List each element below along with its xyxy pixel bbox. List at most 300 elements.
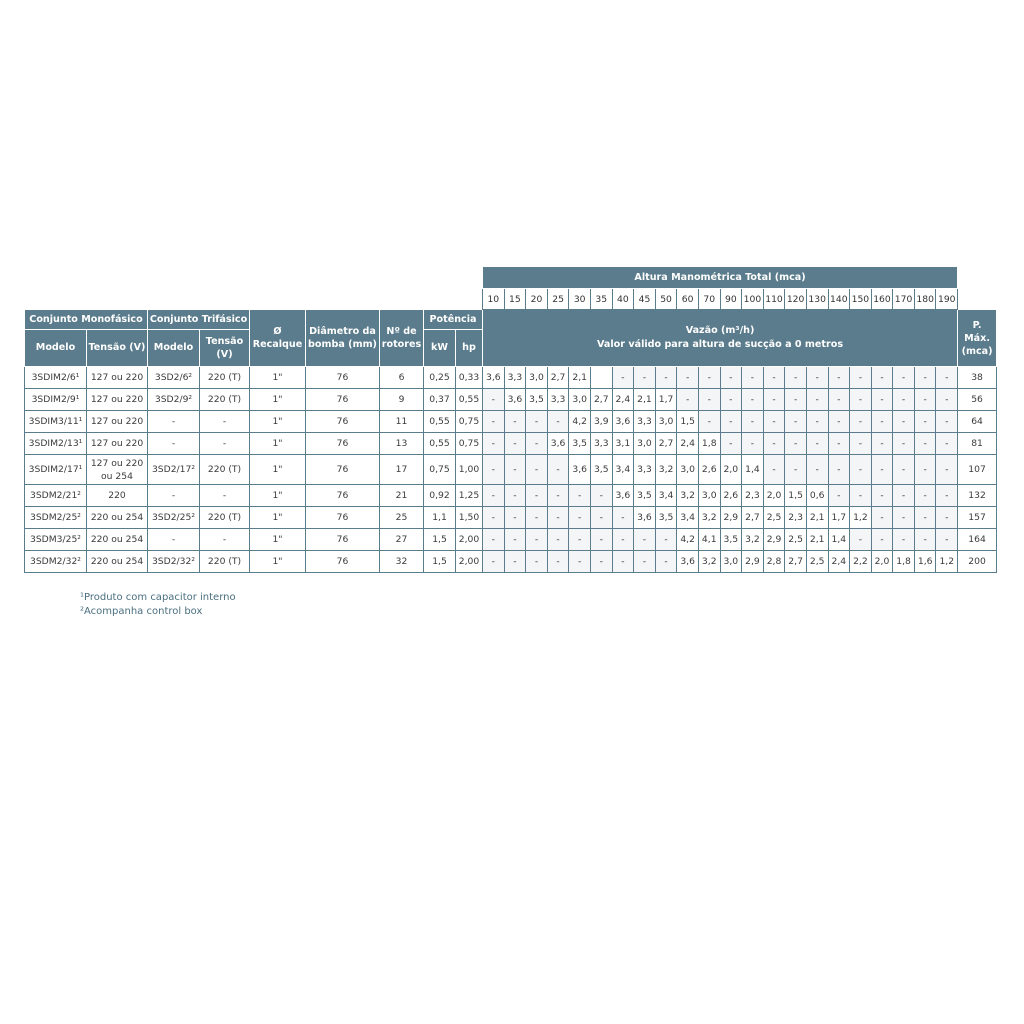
diametro-cell: 76 xyxy=(306,389,380,411)
flow-cell: 3,5 xyxy=(590,455,612,485)
flow-cell: - xyxy=(763,411,785,433)
flow-cell: - xyxy=(893,433,915,455)
height-cell: 50 xyxy=(655,289,677,310)
flow-cell: - xyxy=(612,507,634,529)
height-cell: 180 xyxy=(914,289,936,310)
flow-cell: 3,3 xyxy=(634,411,656,433)
flow-cell: 3,4 xyxy=(612,455,634,485)
flow-cell: - xyxy=(655,529,677,551)
diametro-cell: 76 xyxy=(306,529,380,551)
flow-cell: - xyxy=(914,433,936,455)
rotores-cell: 27 xyxy=(380,529,424,551)
flow-cell: 2,7 xyxy=(742,507,764,529)
flow-cell: - xyxy=(547,529,569,551)
flow-cell: - xyxy=(634,367,656,389)
flow-cell: 2,9 xyxy=(763,529,785,551)
flow-cell: - xyxy=(936,529,958,551)
table-row xyxy=(25,485,997,507)
flow-cell: 2,6 xyxy=(720,485,742,507)
flow-cell: 3,2 xyxy=(698,507,720,529)
diametro-header: Diâmetro da bomba (mm) xyxy=(306,310,380,367)
flow-cell: - xyxy=(526,507,548,529)
flow-cell: 1,5 xyxy=(785,485,807,507)
flow-cell: 1,2 xyxy=(850,507,872,529)
tri-model-cell: 3SD2/25² xyxy=(148,507,200,529)
tri-voltage-header: Tensão (V) xyxy=(200,330,250,367)
flow-cell: - xyxy=(871,411,893,433)
hp-cell: 2,00 xyxy=(456,529,483,551)
flow-cell: - xyxy=(569,529,591,551)
flow-cell: - xyxy=(569,507,591,529)
pump-spec-table xyxy=(24,266,997,573)
flow-cell xyxy=(590,367,612,389)
flow-cell: - xyxy=(504,485,526,507)
flow-cell: - xyxy=(526,485,548,507)
flow-cell: - xyxy=(483,507,505,529)
table-row xyxy=(25,507,997,529)
flow-cell: - xyxy=(806,367,828,389)
hp-cell: 1,00 xyxy=(456,455,483,485)
kw-cell: 0,75 xyxy=(424,455,456,485)
kw-cell: 1,5 xyxy=(424,551,456,573)
diametro-cell: 76 xyxy=(306,367,380,389)
mono-voltage-cell: 220 ou 254 xyxy=(87,551,148,573)
flow-cell: - xyxy=(677,389,699,411)
hp-cell: 1,25 xyxy=(456,485,483,507)
flow-cell: - xyxy=(871,367,893,389)
flow-cell: - xyxy=(871,507,893,529)
pmax-cell: 64 xyxy=(958,411,997,433)
height-cell: 20 xyxy=(526,289,548,310)
hp-cell: 0,75 xyxy=(456,411,483,433)
recalque-header: Ø Recalque xyxy=(250,310,306,367)
height-cell: 140 xyxy=(828,289,850,310)
flow-cell: - xyxy=(936,389,958,411)
tri-voltage-cell: - xyxy=(200,529,250,551)
flow-cell: - xyxy=(850,485,872,507)
flow-cell: 1,8 xyxy=(698,433,720,455)
flow-cell: 3,3 xyxy=(547,389,569,411)
rotores-cell: 11 xyxy=(380,411,424,433)
hp-cell: 2,00 xyxy=(456,551,483,573)
flow-cell: - xyxy=(763,433,785,455)
tri-model-header: Modelo xyxy=(148,330,200,367)
flow-cell: - xyxy=(893,485,915,507)
flow-cell: - xyxy=(871,433,893,455)
recalque-cell: 1" xyxy=(250,389,306,411)
flow-cell: - xyxy=(806,389,828,411)
flow-cell: - xyxy=(828,433,850,455)
pmax-cell: 38 xyxy=(958,367,997,389)
altura-header: Altura Manométrica Total (mca) xyxy=(483,267,958,289)
flow-cell: 2,1 xyxy=(634,389,656,411)
flow-cell: 3,3 xyxy=(590,433,612,455)
flow-cell: 1,5 xyxy=(677,411,699,433)
height-cell: 130 xyxy=(806,289,828,310)
flow-cell: - xyxy=(612,529,634,551)
flow-cell: - xyxy=(483,529,505,551)
flow-cell: - xyxy=(720,367,742,389)
flow-cell: - xyxy=(655,551,677,573)
mono-model-cell: 3SDM3/25² xyxy=(25,529,87,551)
table-row xyxy=(25,551,997,573)
flow-cell: 3,9 xyxy=(590,411,612,433)
flow-cell: 2,5 xyxy=(785,529,807,551)
flow-cell: 3,5 xyxy=(655,507,677,529)
flow-cell: - xyxy=(742,411,764,433)
flow-cell: - xyxy=(742,389,764,411)
flow-cell: 2,7 xyxy=(785,551,807,573)
diametro-cell: 76 xyxy=(306,455,380,485)
flow-cell: 3,5 xyxy=(634,485,656,507)
flow-cell: 3,5 xyxy=(569,433,591,455)
flow-cell: - xyxy=(590,507,612,529)
kw-cell: 0,37 xyxy=(424,389,456,411)
flow-cell: - xyxy=(612,367,634,389)
flow-cell: 3,2 xyxy=(742,529,764,551)
height-cell: 25 xyxy=(547,289,569,310)
tri-voltage-cell: - xyxy=(200,433,250,455)
mono-voltage-cell: 220 ou 254 xyxy=(87,529,148,551)
flow-cell: 2,1 xyxy=(569,367,591,389)
flow-cell: - xyxy=(785,389,807,411)
rotores-cell: 17 xyxy=(380,455,424,485)
rotores-cell: 13 xyxy=(380,433,424,455)
flow-cell: - xyxy=(677,367,699,389)
kw-cell: 1,1 xyxy=(424,507,456,529)
height-cell: 40 xyxy=(612,289,634,310)
potencia-header: Potência xyxy=(424,310,483,330)
flow-cell: - xyxy=(763,367,785,389)
flow-cell: 3,2 xyxy=(677,485,699,507)
height-cell: 150 xyxy=(850,289,872,310)
tri-voltage-cell: 220 (T) xyxy=(200,551,250,573)
recalque-cell: 1" xyxy=(250,367,306,389)
flow-cell: - xyxy=(526,411,548,433)
vazao-title: Vazão (m³/h) xyxy=(685,325,755,336)
flow-cell: - xyxy=(698,367,720,389)
pmax-cell: 132 xyxy=(958,485,997,507)
flow-cell: - xyxy=(504,529,526,551)
flow-cell: - xyxy=(547,485,569,507)
flow-cell: 3,6 xyxy=(612,411,634,433)
flow-cell: 3,5 xyxy=(720,529,742,551)
flow-cell: - xyxy=(914,411,936,433)
flow-cell: - xyxy=(936,507,958,529)
recalque-cell: 1" xyxy=(250,507,306,529)
flow-cell: 2,6 xyxy=(698,455,720,485)
flow-cell: - xyxy=(547,507,569,529)
flow-cell: - xyxy=(914,389,936,411)
tri-model-cell: - xyxy=(148,411,200,433)
mono-voltage-header: Tensão (V) xyxy=(87,330,148,367)
flow-cell: - xyxy=(850,455,872,485)
flow-cell: - xyxy=(526,529,548,551)
flow-cell: 3,0 xyxy=(698,485,720,507)
flow-cell: 3,0 xyxy=(720,551,742,573)
flow-cell: - xyxy=(569,485,591,507)
flow-cell: 2,7 xyxy=(590,389,612,411)
kw-cell: 0,25 xyxy=(424,367,456,389)
height-cell: 70 xyxy=(698,289,720,310)
flow-cell: 2,3 xyxy=(785,507,807,529)
pmax-cell: 81 xyxy=(958,433,997,455)
kw-cell: 0,55 xyxy=(424,411,456,433)
flow-cell: - xyxy=(547,551,569,573)
flow-cell: 1,8 xyxy=(893,551,915,573)
tri-model-cell: 3SD2/32² xyxy=(148,551,200,573)
flow-cell: - xyxy=(504,551,526,573)
flow-cell: - xyxy=(871,455,893,485)
tri-model-cell: 3SD2/9² xyxy=(148,389,200,411)
mono-voltage-cell: 127 ou 220 xyxy=(87,389,148,411)
tri-model-cell: 3SD2/17² xyxy=(148,455,200,485)
rotores-header: Nº de rotores xyxy=(380,310,424,367)
kw-header: kW xyxy=(424,330,456,367)
flow-cell: - xyxy=(871,485,893,507)
flow-cell: - xyxy=(850,367,872,389)
flow-cell: - xyxy=(893,455,915,485)
diametro-cell: 76 xyxy=(306,433,380,455)
flow-cell: 3,6 xyxy=(634,507,656,529)
flow-cell: 2,5 xyxy=(806,551,828,573)
flow-cell: 2,3 xyxy=(742,485,764,507)
flow-cell: - xyxy=(504,507,526,529)
flow-cell: - xyxy=(785,433,807,455)
pmax-cell: 56 xyxy=(958,389,997,411)
rotores-cell: 9 xyxy=(380,389,424,411)
rotores-cell: 6 xyxy=(380,367,424,389)
flow-cell: - xyxy=(763,389,785,411)
mono-voltage-cell: 127 ou 220 xyxy=(87,411,148,433)
flow-cell: 2,2 xyxy=(850,551,872,573)
flow-cell: 3,6 xyxy=(612,485,634,507)
flow-cell: 3,4 xyxy=(655,485,677,507)
height-cell: 100 xyxy=(742,289,764,310)
flow-cell: - xyxy=(850,529,872,551)
recalque-cell: 1" xyxy=(250,433,306,455)
flow-cell: 2,9 xyxy=(720,507,742,529)
flow-cell: - xyxy=(526,433,548,455)
flow-cell: - xyxy=(871,389,893,411)
flow-cell: - xyxy=(871,529,893,551)
mono-voltage-cell: 220 ou 254 xyxy=(87,507,148,529)
kw-cell: 0,92 xyxy=(424,485,456,507)
flow-cell: 3,0 xyxy=(677,455,699,485)
flow-cell: 2,5 xyxy=(763,507,785,529)
flow-cell: 2,7 xyxy=(547,367,569,389)
flow-cell: - xyxy=(936,433,958,455)
flow-cell: - xyxy=(806,433,828,455)
tri-voltage-cell: 220 (T) xyxy=(200,507,250,529)
tri-voltage-cell: - xyxy=(200,411,250,433)
flow-cell: 3,6 xyxy=(504,389,526,411)
flow-cell: - xyxy=(483,411,505,433)
height-cell: 90 xyxy=(720,289,742,310)
pmax-cell: 107 xyxy=(958,455,997,485)
flow-cell: 1,7 xyxy=(828,507,850,529)
flow-cell: - xyxy=(547,455,569,485)
flow-cell: - xyxy=(893,389,915,411)
flow-cell: - xyxy=(763,455,785,485)
flow-cell: 4,2 xyxy=(677,529,699,551)
flow-cell: - xyxy=(720,411,742,433)
table-row xyxy=(25,455,997,485)
pmax-cell: 200 xyxy=(958,551,997,573)
flow-cell: - xyxy=(914,485,936,507)
flow-cell: - xyxy=(698,411,720,433)
flow-cell: - xyxy=(893,529,915,551)
footnote-2: ²Acompanha control box xyxy=(80,606,203,617)
height-cell: 120 xyxy=(785,289,807,310)
height-cell: 35 xyxy=(590,289,612,310)
flow-cell: - xyxy=(547,411,569,433)
flow-cell: - xyxy=(914,507,936,529)
height-cell: 60 xyxy=(677,289,699,310)
flow-cell: 2,4 xyxy=(612,389,634,411)
flow-cell: - xyxy=(828,367,850,389)
diametro-cell: 76 xyxy=(306,507,380,529)
recalque-cell: 1" xyxy=(250,485,306,507)
flow-cell: - xyxy=(850,389,872,411)
table-row xyxy=(25,529,997,551)
hp-header: hp xyxy=(456,330,483,367)
diametro-cell: 76 xyxy=(306,411,380,433)
flow-cell: - xyxy=(590,551,612,573)
recalque-cell: 1" xyxy=(250,551,306,573)
flow-cell: 1,2 xyxy=(936,551,958,573)
flow-cell: - xyxy=(634,551,656,573)
flow-cell: 1,7 xyxy=(655,389,677,411)
hp-cell: 1,50 xyxy=(456,507,483,529)
flow-cell: - xyxy=(483,455,505,485)
pmax-cell: 157 xyxy=(958,507,997,529)
flow-cell: - xyxy=(504,455,526,485)
flow-cell: 3,5 xyxy=(526,389,548,411)
rotores-cell: 32 xyxy=(380,551,424,573)
flow-cell: 2,1 xyxy=(806,529,828,551)
rotores-cell: 25 xyxy=(380,507,424,529)
flow-cell: - xyxy=(828,485,850,507)
flow-cell: 4,1 xyxy=(698,529,720,551)
flow-cell: - xyxy=(483,551,505,573)
height-cell: 110 xyxy=(763,289,785,310)
flow-cell: 3,2 xyxy=(698,551,720,573)
flow-cell: 3,0 xyxy=(569,389,591,411)
flow-cell: - xyxy=(526,455,548,485)
flow-cell: - xyxy=(914,455,936,485)
tri-voltage-cell: 220 (T) xyxy=(200,367,250,389)
tri-model-cell: 3SD2/6² xyxy=(148,367,200,389)
mono-voltage-cell: 220 xyxy=(87,485,148,507)
flow-cell: 3,0 xyxy=(655,411,677,433)
mono-model-cell: 3SDM2/25² xyxy=(25,507,87,529)
diametro-cell: 76 xyxy=(306,485,380,507)
mono-header: Conjunto Monofásico xyxy=(25,310,148,330)
diametro-cell: 76 xyxy=(306,551,380,573)
flow-cell: - xyxy=(914,367,936,389)
mono-model-cell: 3SDIM2/17¹ xyxy=(25,455,87,485)
flow-cell: - xyxy=(936,411,958,433)
flow-cell: - xyxy=(720,389,742,411)
table-row xyxy=(25,367,997,389)
tri-model-cell: - xyxy=(148,485,200,507)
flow-cell: 3,6 xyxy=(483,367,505,389)
recalque-cell: 1" xyxy=(250,529,306,551)
height-cell: 15 xyxy=(504,289,526,310)
hp-cell: 0,55 xyxy=(456,389,483,411)
flow-cell: - xyxy=(828,455,850,485)
flow-cell: 3,1 xyxy=(612,433,634,455)
height-cell: 10 xyxy=(483,289,505,310)
flow-cell: 3,0 xyxy=(634,433,656,455)
table-row xyxy=(25,411,997,433)
tri-header: Conjunto Trifásico xyxy=(148,310,250,330)
height-cell: 30 xyxy=(569,289,591,310)
flow-cell: - xyxy=(850,433,872,455)
flow-cell: - xyxy=(634,529,656,551)
flow-cell: - xyxy=(483,389,505,411)
mono-model-cell: 3SDIM3/11¹ xyxy=(25,411,87,433)
flow-cell: - xyxy=(720,433,742,455)
hp-cell: 0,33 xyxy=(456,367,483,389)
flow-cell: - xyxy=(483,433,505,455)
flow-cell: - xyxy=(936,455,958,485)
flow-cell: 4,2 xyxy=(569,411,591,433)
flow-cell: 3,6 xyxy=(677,551,699,573)
flow-cell: - xyxy=(742,433,764,455)
flow-cell: 1,6 xyxy=(914,551,936,573)
pmax-header: P. Máx. (mca) xyxy=(958,310,997,367)
flow-cell: - xyxy=(785,367,807,389)
flow-cell: 2,0 xyxy=(763,485,785,507)
flow-cell: - xyxy=(893,411,915,433)
flow-cell: - xyxy=(806,455,828,485)
flow-cell: - xyxy=(698,389,720,411)
flow-cell: - xyxy=(936,367,958,389)
flow-cell: 2,0 xyxy=(720,455,742,485)
footnote-1: ¹Produto com capacitor interno xyxy=(80,592,236,603)
height-cell: 170 xyxy=(893,289,915,310)
flow-cell: 1,4 xyxy=(742,455,764,485)
vazao-subtitle: Valor válido para altura de sucção a 0 metros xyxy=(597,339,844,350)
table-row xyxy=(25,389,997,411)
flow-cell: - xyxy=(828,411,850,433)
flow-cell: - xyxy=(590,529,612,551)
flow-cell: 2,4 xyxy=(677,433,699,455)
flow-cell: - xyxy=(893,507,915,529)
recalque-cell: 1" xyxy=(250,411,306,433)
mono-model-header: Modelo xyxy=(25,330,87,367)
tri-model-cell: - xyxy=(148,433,200,455)
flow-cell: 2,9 xyxy=(742,551,764,573)
flow-cell: - xyxy=(504,433,526,455)
tri-voltage-cell: 220 (T) xyxy=(200,389,250,411)
flow-cell: 2,7 xyxy=(655,433,677,455)
flow-cell: - xyxy=(785,455,807,485)
flow-cell: 2,1 xyxy=(806,507,828,529)
flow-cell: - xyxy=(483,485,505,507)
flow-cell: - xyxy=(806,411,828,433)
flow-cell: 3,4 xyxy=(677,507,699,529)
height-cell: 45 xyxy=(634,289,656,310)
flow-cell: 3,6 xyxy=(547,433,569,455)
flow-cell: 3,3 xyxy=(634,455,656,485)
mono-model-cell: 3SDM2/32² xyxy=(25,551,87,573)
flow-cell: - xyxy=(569,551,591,573)
flow-cell: - xyxy=(893,367,915,389)
flow-cell: 3,0 xyxy=(526,367,548,389)
